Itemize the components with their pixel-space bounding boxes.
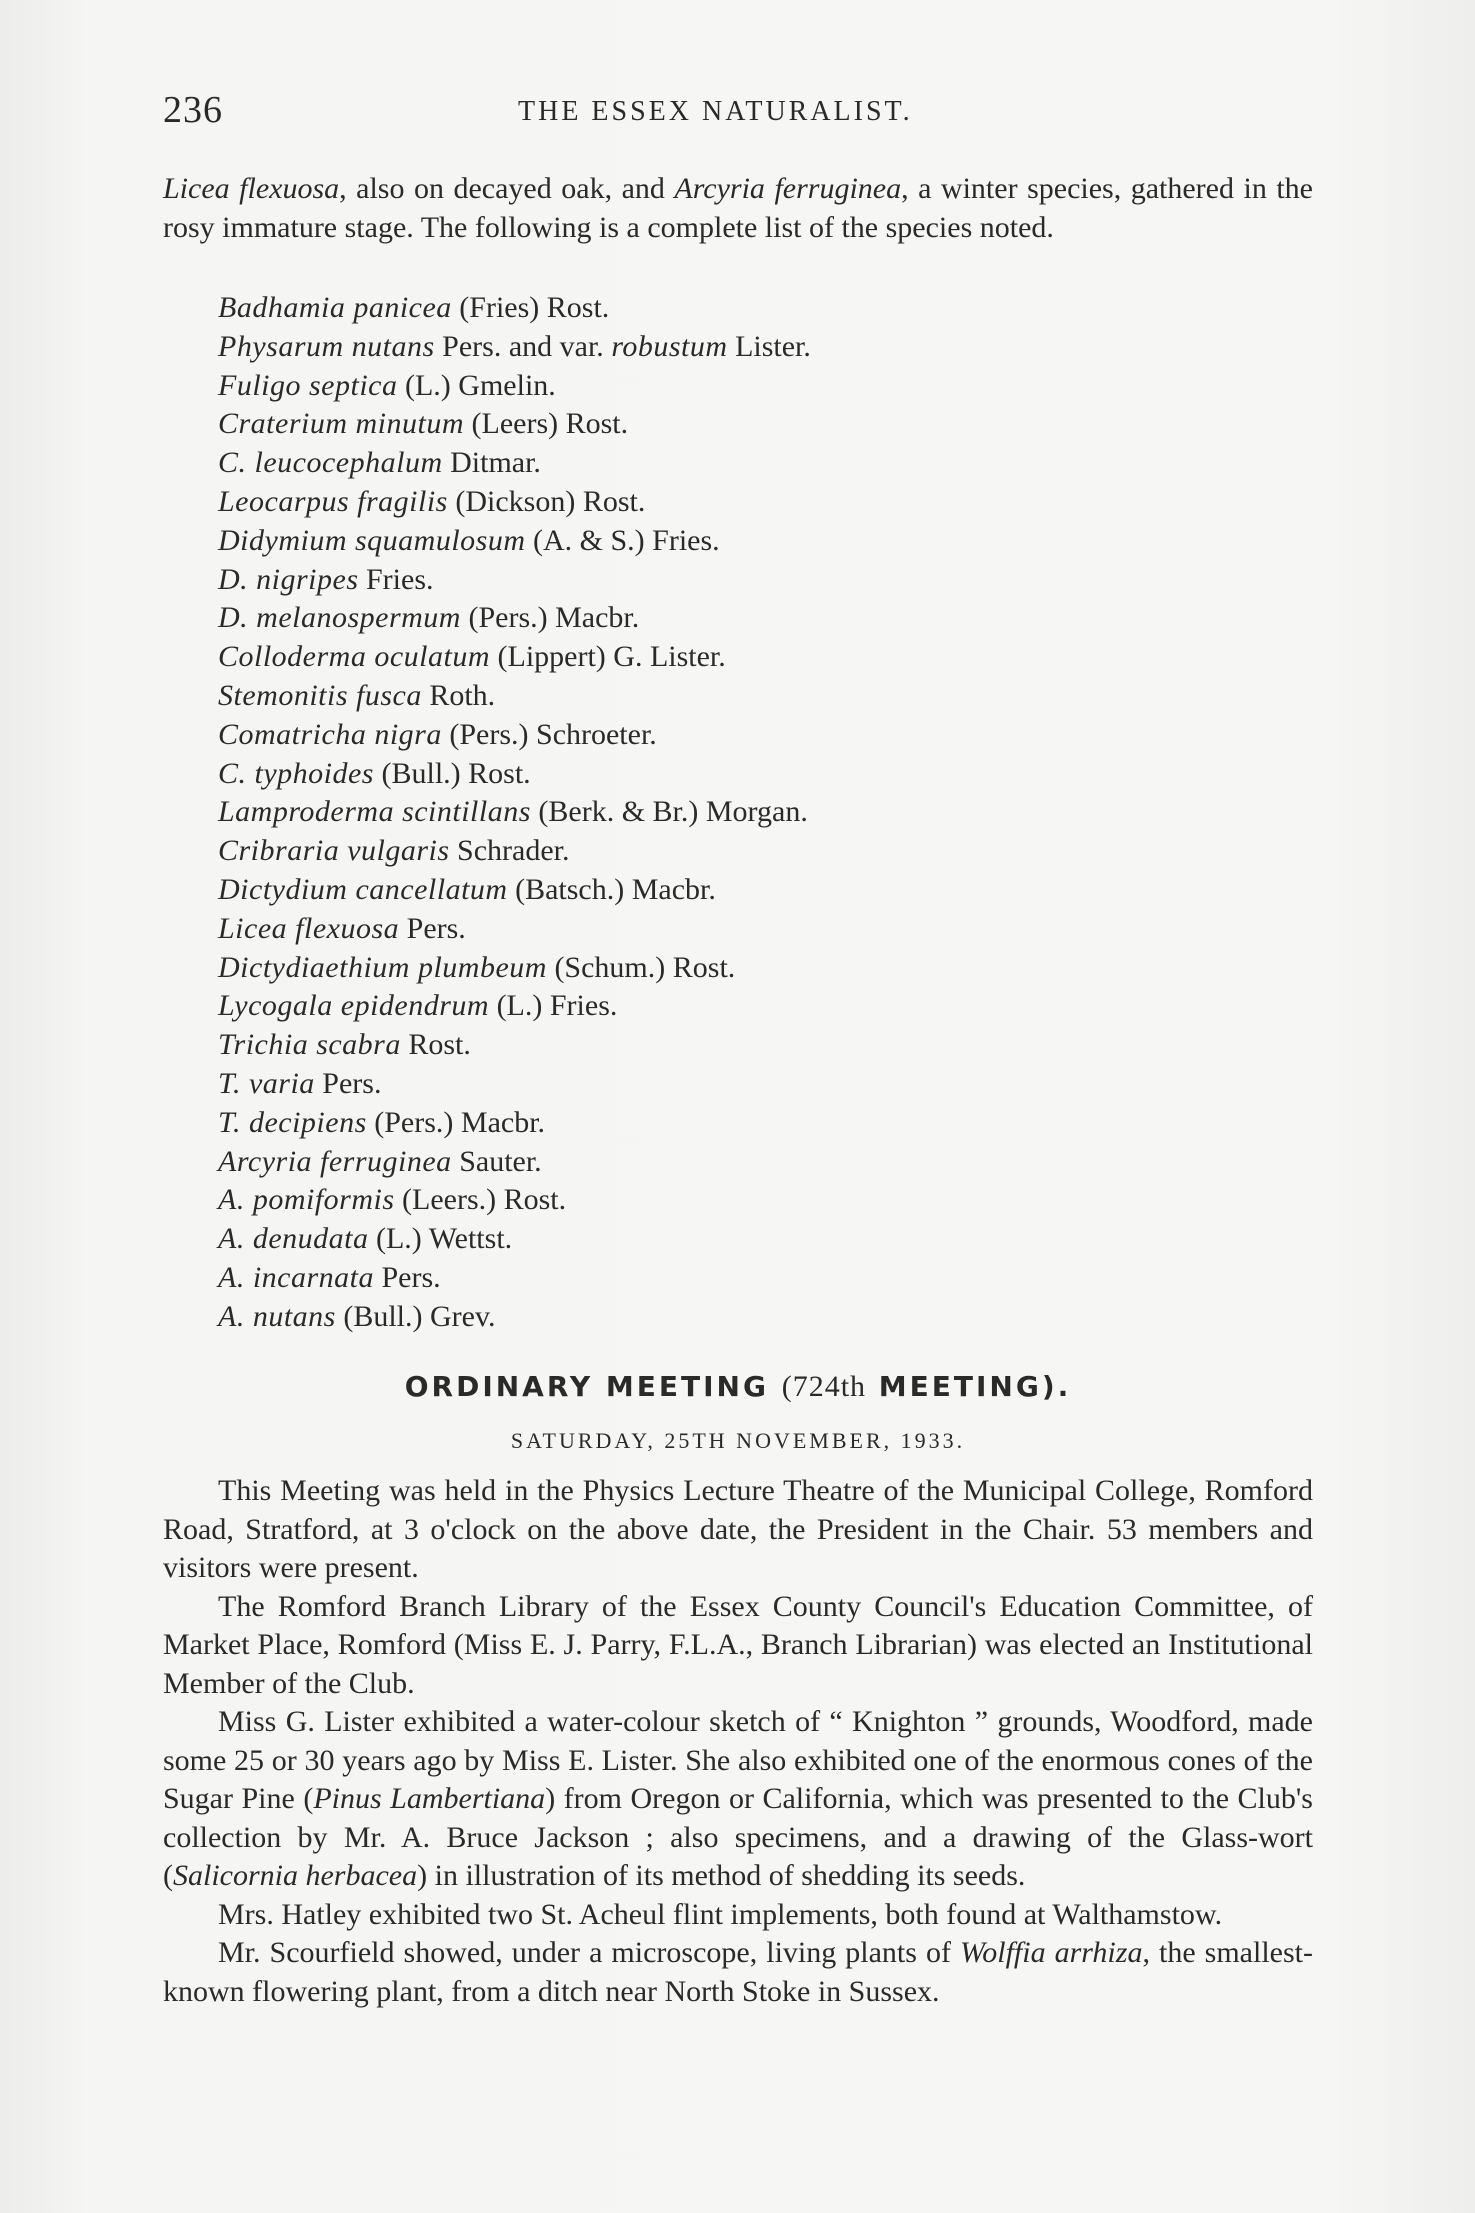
species-item — [218, 444, 811, 483]
meeting-paragraph: The Romford Branch Library of the Essex County Council's Education Committee, of Market Place, Romford (Miss E. J. Parry, F.L.A., Branch Librarian) was elected an Institutional Member of the Club. — [163, 1589, 1313, 1700]
species-item — [218, 1104, 811, 1143]
species-authority-tail: Lister. — [727, 329, 811, 363]
species-item — [218, 1259, 811, 1298]
species-name: T. decipiens — [218, 1105, 367, 1139]
species-authority: (Bull.) Grev. — [335, 1299, 496, 1333]
running-head: THE ESSEX NATURALIST. — [518, 96, 913, 127]
species-item — [218, 561, 811, 600]
intro-species-2: Arcyria ferruginea — [674, 172, 902, 205]
species-authority: (Berk. & Br.) Morgan. — [530, 795, 808, 829]
species-name: C. typhoides — [218, 756, 374, 790]
species-authority: (Leers.) Rost. — [394, 1183, 567, 1217]
meeting-heading-b: MEETING). — [866, 1370, 1072, 1403]
meeting-text: ) in illustration of its method of shedding its seeds. — [417, 1859, 1026, 1892]
meeting-paragraph — [163, 1703, 1313, 1896]
meeting-heading-a: ORDINARY MEETING — [404, 1370, 782, 1403]
species-authority: Sauter. — [451, 1144, 542, 1178]
species-authority: (Leers) Rost. — [464, 407, 629, 441]
species-name: Arcyria ferruginea — [218, 1144, 452, 1178]
page-header — [163, 88, 1313, 138]
species-name: Physarum nutans — [218, 329, 435, 363]
species-item — [218, 677, 811, 716]
species-name: Craterium minutum — [218, 407, 465, 441]
meeting-paragraph: Mrs. Hatley exhibited two St. Acheul flint implements, both found at Walthamstow. — [218, 1897, 1223, 1931]
species-name: Comatricha nigra — [218, 717, 442, 751]
species-authority: Rost. — [400, 1028, 471, 1062]
meeting-text: Mr. Scourfield showed, under a microscope, living plants of — [218, 1936, 961, 1969]
meeting-report — [163, 1472, 1313, 2011]
species-name: A. denudata — [218, 1222, 369, 1256]
species-name: Salicornia herbacea — [173, 1859, 418, 1892]
species-name: A. pomiformis — [218, 1183, 395, 1217]
intro-text-1: , also on decayed oak, and — [339, 172, 675, 205]
species-item — [218, 367, 811, 406]
species-item — [218, 1143, 811, 1182]
species-authority: (Fries) Rost. — [451, 291, 610, 324]
species-name: Fuligo septica — [218, 368, 398, 402]
species-item — [218, 755, 811, 794]
species-name: Licea flexuosa — [218, 911, 400, 945]
meeting-paragraph — [163, 1934, 1313, 2011]
species-name: Trichia scabra — [218, 1028, 401, 1062]
species-authority: (Batsch.) Macbr. — [507, 872, 716, 906]
meeting-paragraph: This Meeting was held in the Physics Lecture Theatre of the Municipal College, Romford Road, Stratford, at 3 o'clock on the above date, the President in the Chair. 53 members and visitors were present. — [163, 1474, 1313, 1584]
species-name: Colloderma oculatum — [218, 640, 490, 674]
species-variety: robustum — [611, 329, 728, 363]
species-item — [218, 716, 811, 755]
species-item — [218, 910, 811, 949]
species-authority: Roth. — [421, 678, 496, 712]
species-item — [218, 522, 811, 561]
species-name: Lamproderma scintillans — [218, 795, 531, 829]
species-item — [218, 483, 811, 522]
species-name: A. nutans — [218, 1299, 336, 1333]
species-authority: Ditmar. — [442, 446, 541, 480]
species-item — [218, 1026, 811, 1065]
species-authority: Fries. — [358, 562, 434, 596]
species-name: Dictydium cancellatum — [218, 872, 508, 906]
species-authority: (Pers.) Macbr. — [460, 601, 640, 635]
species-list — [218, 289, 811, 1337]
species-name: Wolffia arrhiza — [960, 1936, 1143, 1969]
species-item — [218, 871, 811, 910]
species-item — [218, 949, 811, 988]
species-item — [218, 1220, 811, 1259]
intro-paragraph — [163, 170, 1313, 247]
intro-species-1: Licea flexuosa — [163, 172, 340, 205]
species-name: Lycogala epidendrum — [218, 989, 490, 1023]
species-authority: (Dickson) Rost. — [447, 484, 646, 518]
species-item — [218, 987, 811, 1026]
species-authority: (L.) Gmelin. — [397, 368, 556, 402]
species-item — [218, 328, 811, 367]
species-item — [218, 793, 811, 832]
species-authority: (A. & S.) Fries. — [525, 523, 720, 557]
species-item — [218, 405, 811, 444]
species-name: Pinus Lambertiana — [313, 1782, 546, 1815]
species-item — [218, 638, 811, 677]
species-item — [218, 1298, 811, 1337]
meeting-date: SATURDAY, 25TH NOVEMBER, 1933. — [510, 1428, 966, 1453]
species-name: Badhamia panicea — [218, 291, 452, 324]
species-authority: Pers. — [399, 911, 466, 945]
meeting-text: ) from Oregon or California, which was presented to the Club's collection by Mr. A. Bruce Jackson ; also specimens, and a drawing of the Glass-wort ( — [163, 1782, 1313, 1892]
species-authority: (Pers.) Macbr. — [366, 1105, 546, 1139]
species-name: Didymium squamulosum — [218, 523, 526, 557]
species-item — [218, 599, 811, 638]
species-authority: (Schum.) Rost. — [546, 950, 736, 984]
species-authority: (L.) Fries. — [489, 989, 618, 1023]
species-authority: (L.) Wettst. — [368, 1222, 513, 1256]
species-name: Leocarpus fragilis — [218, 484, 448, 518]
meeting-number: (724th — [781, 1370, 867, 1403]
species-authority: Pers. and var. — [434, 329, 612, 363]
species-authority: (Bull.) Rost. — [374, 756, 531, 790]
species-name: A. incarnata — [218, 1260, 374, 1294]
species-name: Stemonitis fusca — [218, 678, 422, 712]
species-authority: Pers. — [374, 1260, 441, 1294]
species-name: T. varia — [218, 1066, 315, 1100]
meeting-text: Miss G. Lister exhibited a water-colour sketch of “ Knighton ” grounds, Woodford, made some 25 or 30 years ago by Miss E. Lister. She also exhibited one of the enormous cones of the Sugar Pine ( — [163, 1705, 1313, 1815]
species-name: D. melanospermum — [218, 601, 461, 635]
species-name: Cribraria vulgaris — [218, 834, 450, 868]
species-authority: (Lippert) G. Lister. — [490, 640, 726, 674]
species-name: D. nigripes — [218, 562, 359, 596]
species-authority: Schrader. — [449, 834, 570, 868]
species-name: C. leucocephalum — [218, 446, 443, 480]
species-item — [218, 832, 811, 871]
page-number: 236 — [163, 89, 223, 131]
species-authority: Pers. — [314, 1066, 382, 1100]
species-item — [218, 1181, 811, 1220]
species-item — [218, 1065, 811, 1104]
intro-text — [163, 170, 1313, 247]
species-name: Dictydiaethium plumbeum — [218, 950, 547, 984]
meeting-heading — [163, 1370, 1313, 1404]
species-authority: (Pers.) Schroeter. — [441, 717, 657, 751]
species-item — [218, 289, 811, 328]
meeting-text: , the smallest-known flowering plant, from a ditch near North Stoke in Sussex. — [163, 1936, 1313, 2008]
intro-text-2: , a winter species, gathered in the rosy immature stage. The following is a complete list of the species noted. — [163, 172, 1313, 244]
